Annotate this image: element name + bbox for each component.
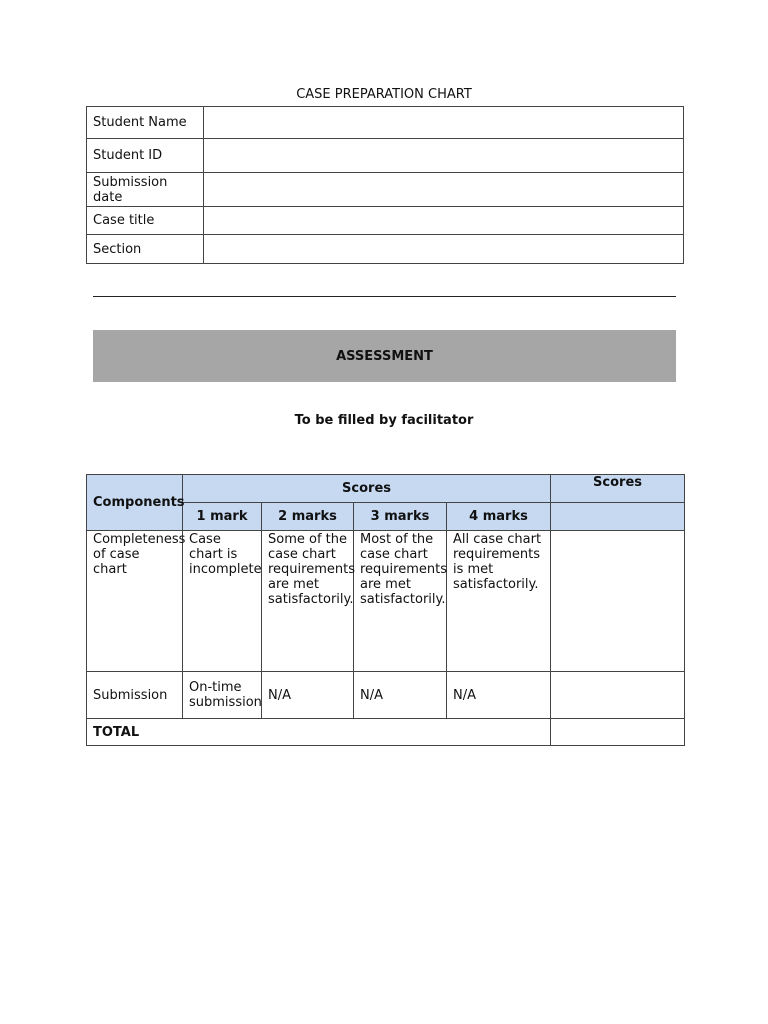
score-cell[interactable] [551,531,685,672]
assessment-banner [93,330,676,382]
student-name-field[interactable] [204,107,684,139]
criteria-cell: Case chart is incomplete [183,531,262,672]
section-field[interactable] [204,235,684,264]
criteria-cell: N/A [262,672,354,719]
mark-header-blank [551,503,685,531]
assessment-heading: ASSESSMENT [336,348,433,364]
info-label: Student Name [87,107,204,139]
info-row [87,173,684,207]
student-id-field[interactable] [204,139,684,173]
criteria-cell: All case chart requirements is met satisfactorily. [447,531,551,672]
score-cell[interactable] [551,672,685,719]
mark-header: 1 mark [183,503,262,531]
info-row [87,107,684,139]
total-score-cell[interactable] [551,719,685,746]
mark-header: 4 marks [447,503,551,531]
info-label: Case title [87,207,204,235]
criteria-cell: Most of the case chart requirements are met satisfactorily. [354,531,447,672]
scores-total-header: Scores [551,475,685,503]
submission-date-field[interactable] [204,173,684,207]
info-label: Student ID [87,139,204,173]
components-header: Components [87,475,183,531]
info-row [87,139,684,173]
criteria-cell: Some of the case chart requirements are met satisfactorily. [262,531,354,672]
table-row [87,531,685,672]
table-row [87,672,685,719]
rubric-header-row [87,475,685,503]
mark-header: 2 marks [262,503,354,531]
page-title: CASE PREPARATION CHART [296,87,472,102]
component-cell: Submission [87,672,183,719]
total-row [87,719,685,746]
info-label: Submission date [87,173,204,207]
component-cell: Completeness of case chart [87,531,183,672]
criteria-cell: On-time submission [183,672,262,719]
student-info-table [86,106,684,264]
criteria-cell: N/A [447,672,551,719]
scores-header: Scores [183,475,551,503]
mark-header: 3 marks [354,503,447,531]
info-label: Section [87,235,204,264]
divider-line [93,296,676,297]
info-row [87,235,684,264]
info-row [87,207,684,235]
total-label: TOTAL [87,719,551,746]
case-title-field[interactable] [204,207,684,235]
facilitator-note: To be filled by facilitator [294,413,474,428]
criteria-cell: N/A [354,672,447,719]
rubric-table [86,474,685,746]
